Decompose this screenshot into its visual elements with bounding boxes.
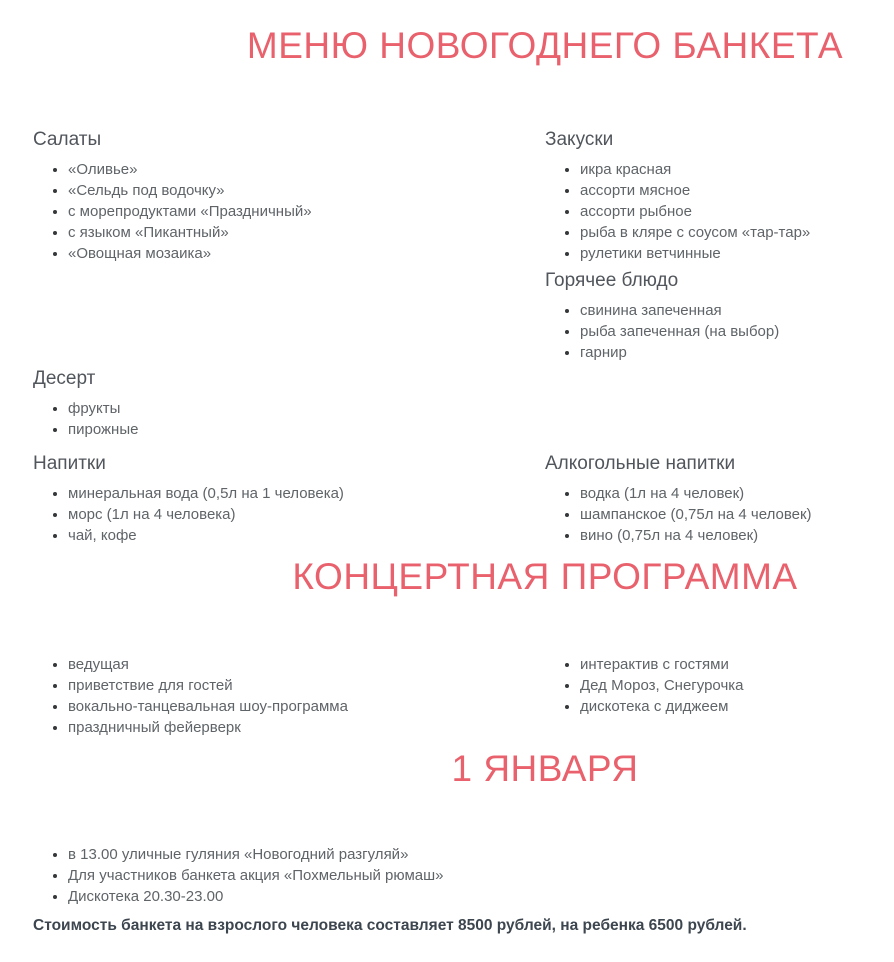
list-item: • «Оливье» <box>68 159 545 180</box>
january-title: 1 ЯНВАРЯ <box>451 748 639 789</box>
concert-right-list <box>545 654 884 738</box>
page-title: МЕНЮ НОВОГОДНЕГО БАНКЕТА <box>246 25 844 66</box>
appetizers-list <box>545 159 884 264</box>
list-item: • шампанское (0,75л на 4 человек) <box>580 504 884 525</box>
list-item: • ассорти рыбное <box>580 201 884 222</box>
dessert-list <box>33 398 545 440</box>
right-top-sections <box>545 128 884 363</box>
drinks-list <box>33 483 545 546</box>
section-title-drinks: Напитки <box>33 453 106 474</box>
section-title-hot-dish: Горячее блюдо <box>545 270 679 291</box>
list-item: • дискотека с диджеем <box>580 696 884 717</box>
section-appetizers <box>545 128 884 264</box>
list-item: • «Сельдь под водочку» <box>68 180 545 201</box>
section-hot-dish <box>545 269 884 363</box>
list-item: • ассорти мясное <box>580 180 884 201</box>
list-item: • интерактив с гостями <box>580 654 884 675</box>
section-title-salads: Салаты <box>33 129 102 150</box>
section-title-appetizers: Закуски <box>545 129 614 150</box>
list-item: • приветствие для гостей <box>68 675 545 696</box>
list-item: • рыба запеченная (на выбор) <box>580 321 884 342</box>
salads-list <box>33 159 545 264</box>
list-item: • пирожные <box>68 419 545 440</box>
list-item: • свинина запеченная <box>580 300 884 321</box>
list-item: • рыба в кляре с соусом «тар-тар» <box>580 222 884 243</box>
list-item: • гарнир <box>580 342 884 363</box>
list-item: • с языком «Пикантный» <box>68 222 545 243</box>
list-item: • морс (1л на 4 человека) <box>68 504 545 525</box>
price-footer: Стоимость банкета на взрослого человека составляет 8500 рублей, на ребенка 6500 рублей. <box>33 917 747 934</box>
list-item: • с морепродуктами «Праздничный» <box>68 201 545 222</box>
section-title-alcohol: Алкогольные напитки <box>545 453 736 474</box>
concert-program-title: КОНЦЕРТНАЯ ПРОГРАММА <box>292 556 798 597</box>
list-item: • Дискотека 20.30-23.00 <box>68 886 894 907</box>
alcohol-list <box>545 483 884 546</box>
list-item: • рулетики ветчинные <box>580 243 884 264</box>
list-item: • минеральная вода (0,5л на 1 человека) <box>68 483 545 504</box>
list-item: • икра красная <box>580 159 884 180</box>
section-title-dessert: Десерт <box>33 368 96 389</box>
list-item: • фрукты <box>68 398 545 419</box>
list-item: • чай, кофе <box>68 525 545 546</box>
list-item: • в 13.00 уличные гуляния «Новогодний разгуляй» <box>68 844 894 865</box>
list-item: • «Овощная мозаика» <box>68 243 545 264</box>
section-alcohol <box>545 452 884 546</box>
list-item: • ведущая <box>68 654 545 675</box>
list-item: • Дед Мороз, Снегурочка <box>580 675 884 696</box>
list-item: • вино (0,75л на 4 человек) <box>580 525 884 546</box>
section-dessert <box>33 367 545 440</box>
section-salads <box>33 128 545 363</box>
concert-left-list <box>33 654 545 738</box>
list-item: • вокально-танцевальная шоу-программа <box>68 696 545 717</box>
january-list <box>33 844 894 907</box>
list-item: • водка (1л на 4 человек) <box>580 483 884 504</box>
concert-program-sections <box>0 654 894 738</box>
section-drinks <box>33 452 545 546</box>
hot-dish-list <box>545 300 884 363</box>
menu-sections <box>0 128 894 546</box>
list-item: • Для участников банкета акция «Похмельный рюмаш» <box>68 865 894 886</box>
list-item: • праздничный фейерверк <box>68 717 545 738</box>
january-section <box>0 844 894 907</box>
